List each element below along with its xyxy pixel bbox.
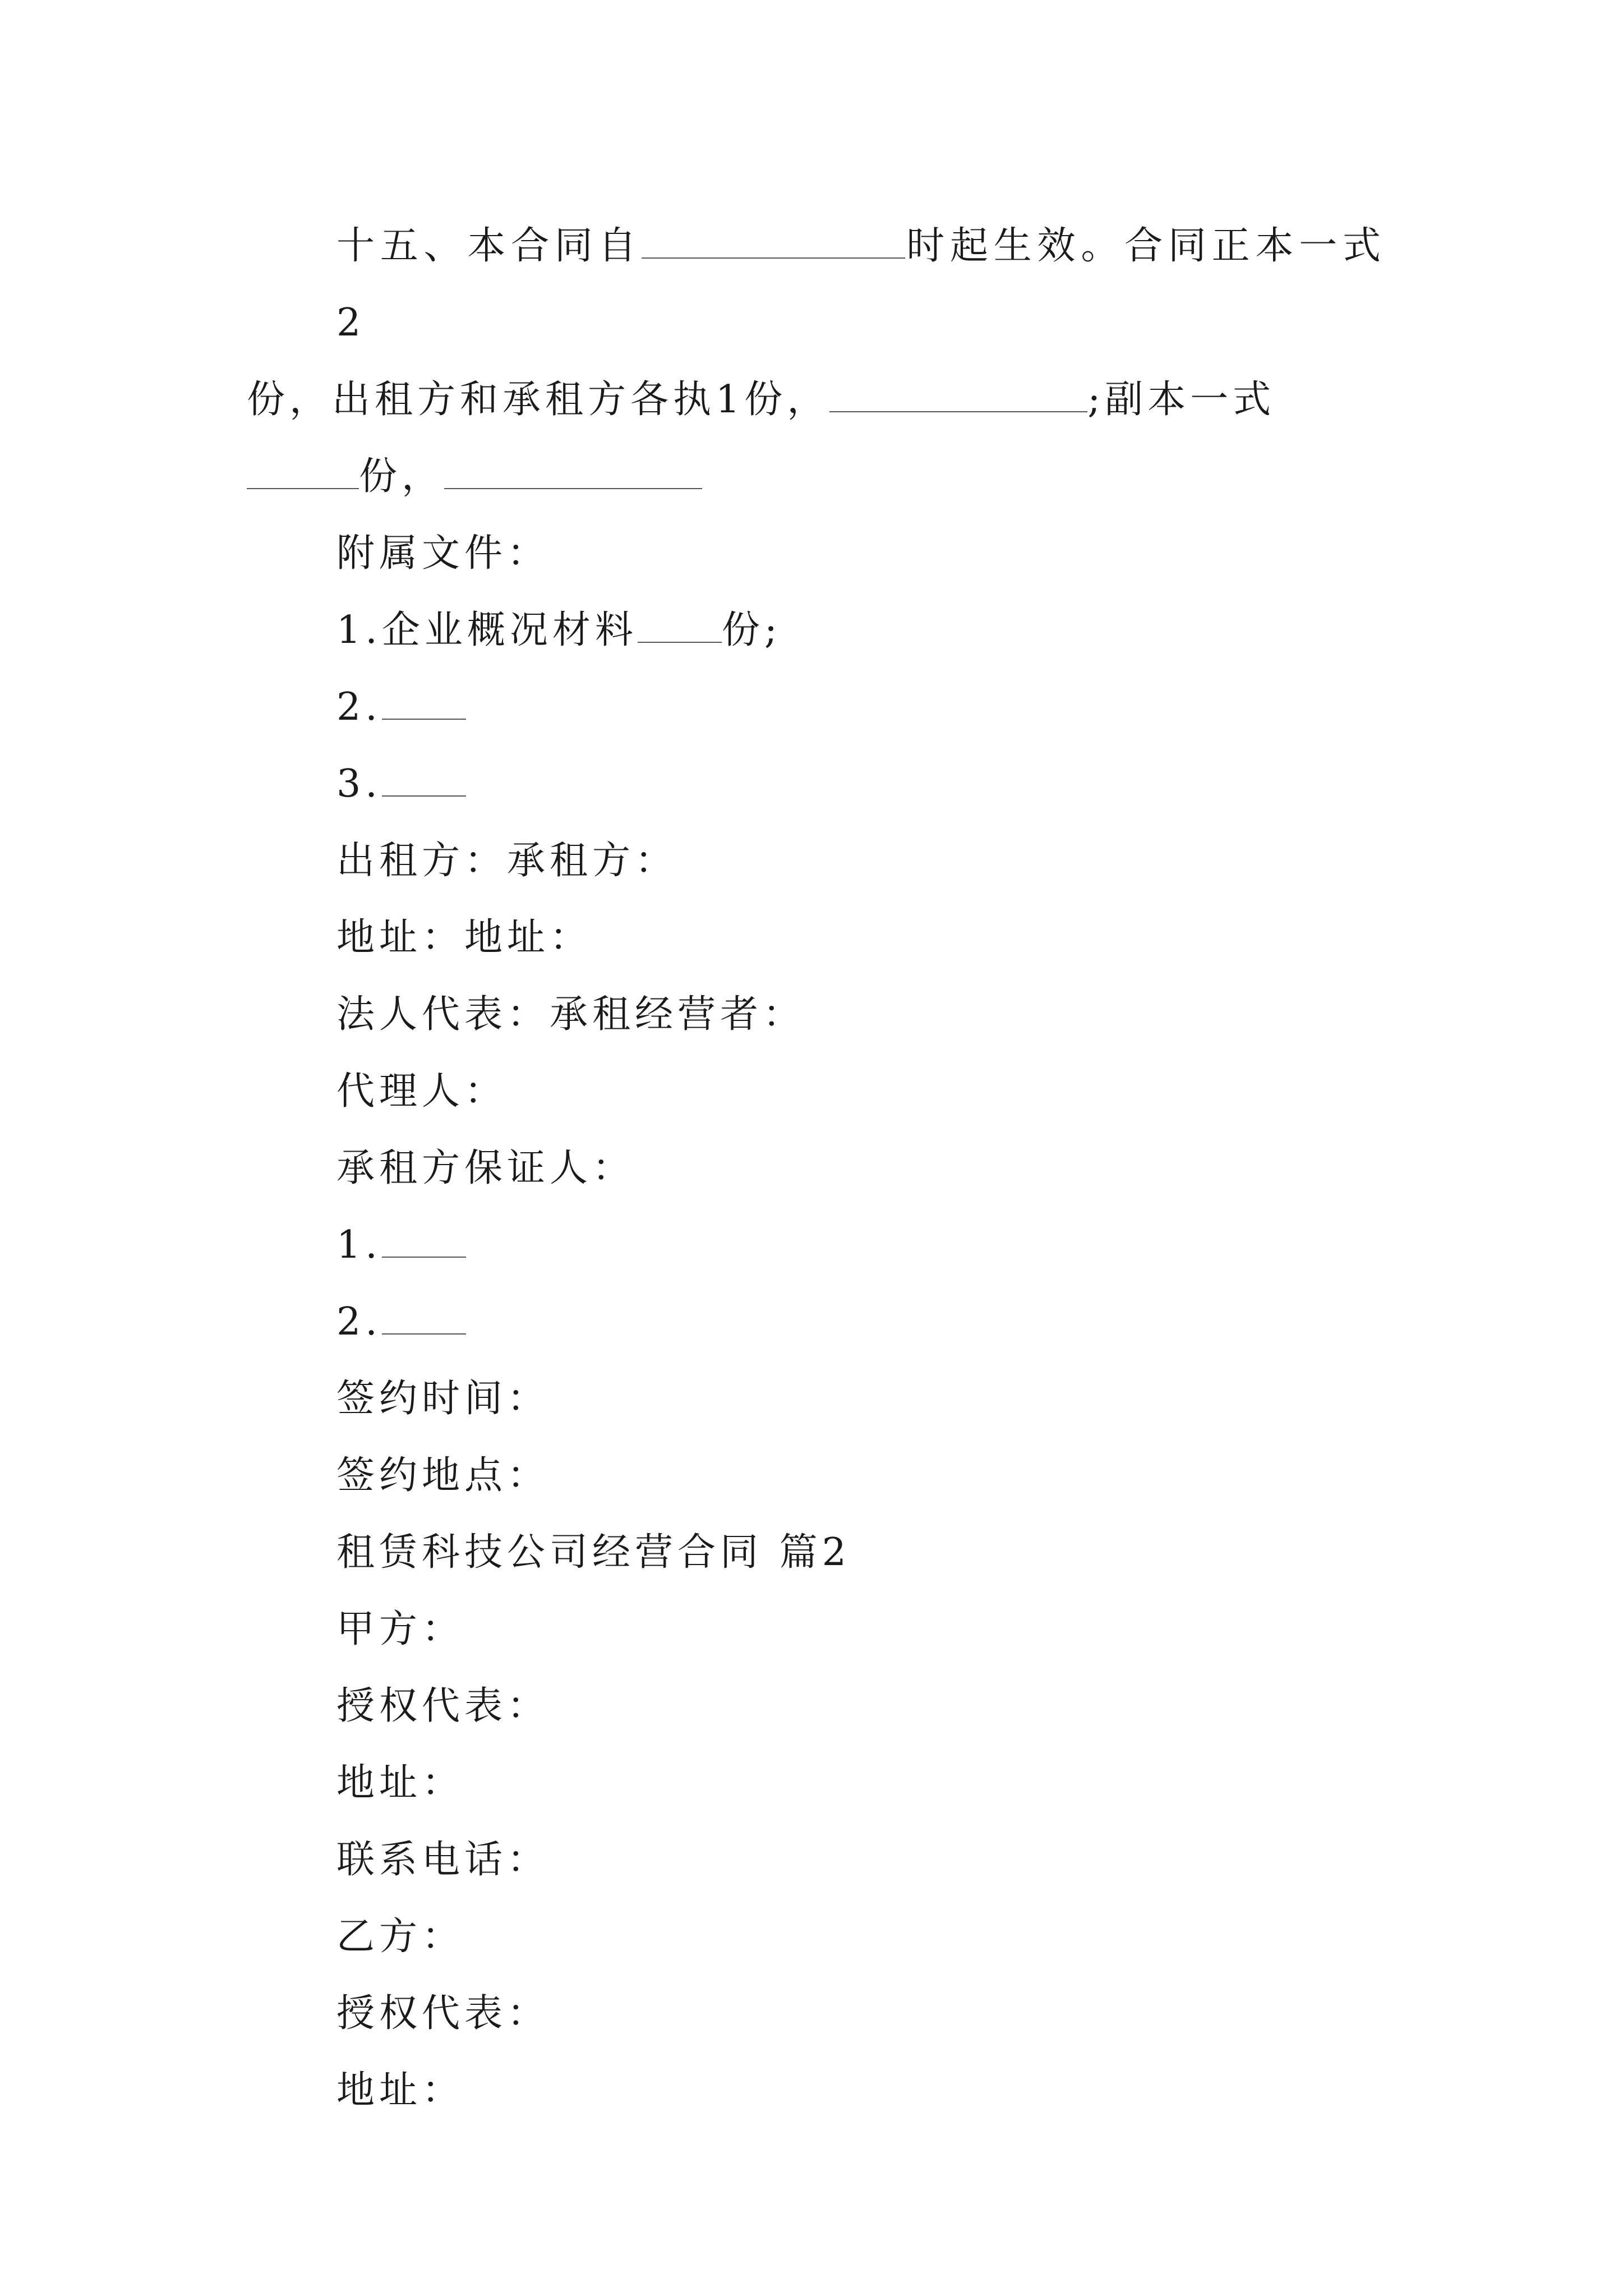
party-a-line: 甲方： bbox=[336, 1607, 465, 1651]
blank-guarantor-2[interactable] bbox=[382, 1300, 466, 1335]
sign-place-line: 签约地点： bbox=[336, 1453, 550, 1498]
clause-15-part2: 时起生效。合同正本一式2 bbox=[336, 224, 1385, 345]
attachment-item-1-prefix: 1.企业概况材料 bbox=[336, 608, 638, 652]
blank-guarantor-1[interactable] bbox=[382, 1223, 466, 1258]
attachment-item-2 bbox=[247, 669, 1385, 746]
party-a-address-line: 地址： bbox=[336, 1761, 465, 1805]
party-b-address-line: 地址： bbox=[336, 2068, 465, 2113]
blank-copy-note[interactable] bbox=[444, 454, 702, 489]
document-body bbox=[247, 208, 1385, 2129]
sign-time-line: 签约时间： bbox=[336, 1377, 550, 1421]
agent-line: 代理人： bbox=[336, 1069, 508, 1114]
blank-copy-count[interactable] bbox=[247, 454, 359, 489]
address-line: 地址：地址： bbox=[336, 915, 593, 960]
party-a-phone-line: 联系电话： bbox=[336, 1838, 550, 1882]
attachment-item-2-label: 2. bbox=[336, 685, 382, 729]
clause-15-part3: 份，出租方和承租方各执1份， bbox=[247, 378, 830, 422]
clause-15-line2 bbox=[247, 361, 1385, 438]
blank-attachment-2[interactable] bbox=[382, 685, 466, 720]
blank-effective-time[interactable] bbox=[642, 224, 905, 259]
attachment-item-1 bbox=[247, 592, 1385, 669]
guarantor-item-1 bbox=[247, 1207, 1385, 1283]
party-b-line: 乙方： bbox=[336, 1915, 465, 1959]
blank-attachment-count[interactable] bbox=[638, 608, 722, 643]
clause-15-line3 bbox=[247, 438, 1385, 515]
section-2-title: 租赁科技公司经营合同 篇2 bbox=[336, 1530, 851, 1575]
parties-line: 出租方：承租方： bbox=[336, 839, 678, 883]
blank-copies-note[interactable] bbox=[829, 378, 1087, 412]
clause-15-part5: 份， bbox=[359, 454, 445, 499]
attachment-item-3 bbox=[247, 746, 1385, 822]
guarantor-item-2 bbox=[247, 1283, 1385, 1360]
party-b-rep-line: 授权代表： bbox=[336, 1991, 550, 2036]
guarantor-heading: 承租方保证人： bbox=[336, 1146, 635, 1190]
clause-15 bbox=[247, 208, 1385, 361]
attachment-item-1-suffix: 份; bbox=[721, 608, 782, 652]
clause-15-part1: 十五、本合同自 bbox=[336, 224, 642, 268]
guarantor-item-2-label: 2. bbox=[336, 1300, 382, 1344]
party-a-rep-line: 授权代表： bbox=[336, 1684, 550, 1728]
attachments-heading: 附属文件： bbox=[336, 531, 550, 576]
attachment-item-3-label: 3. bbox=[336, 762, 382, 806]
legal-rep-line: 法人代表：承租经营者： bbox=[336, 992, 806, 1037]
clause-15-part4: ;副本一式 bbox=[1087, 378, 1276, 422]
blank-attachment-3[interactable] bbox=[382, 762, 466, 797]
guarantor-item-1-label: 1. bbox=[336, 1223, 382, 1267]
